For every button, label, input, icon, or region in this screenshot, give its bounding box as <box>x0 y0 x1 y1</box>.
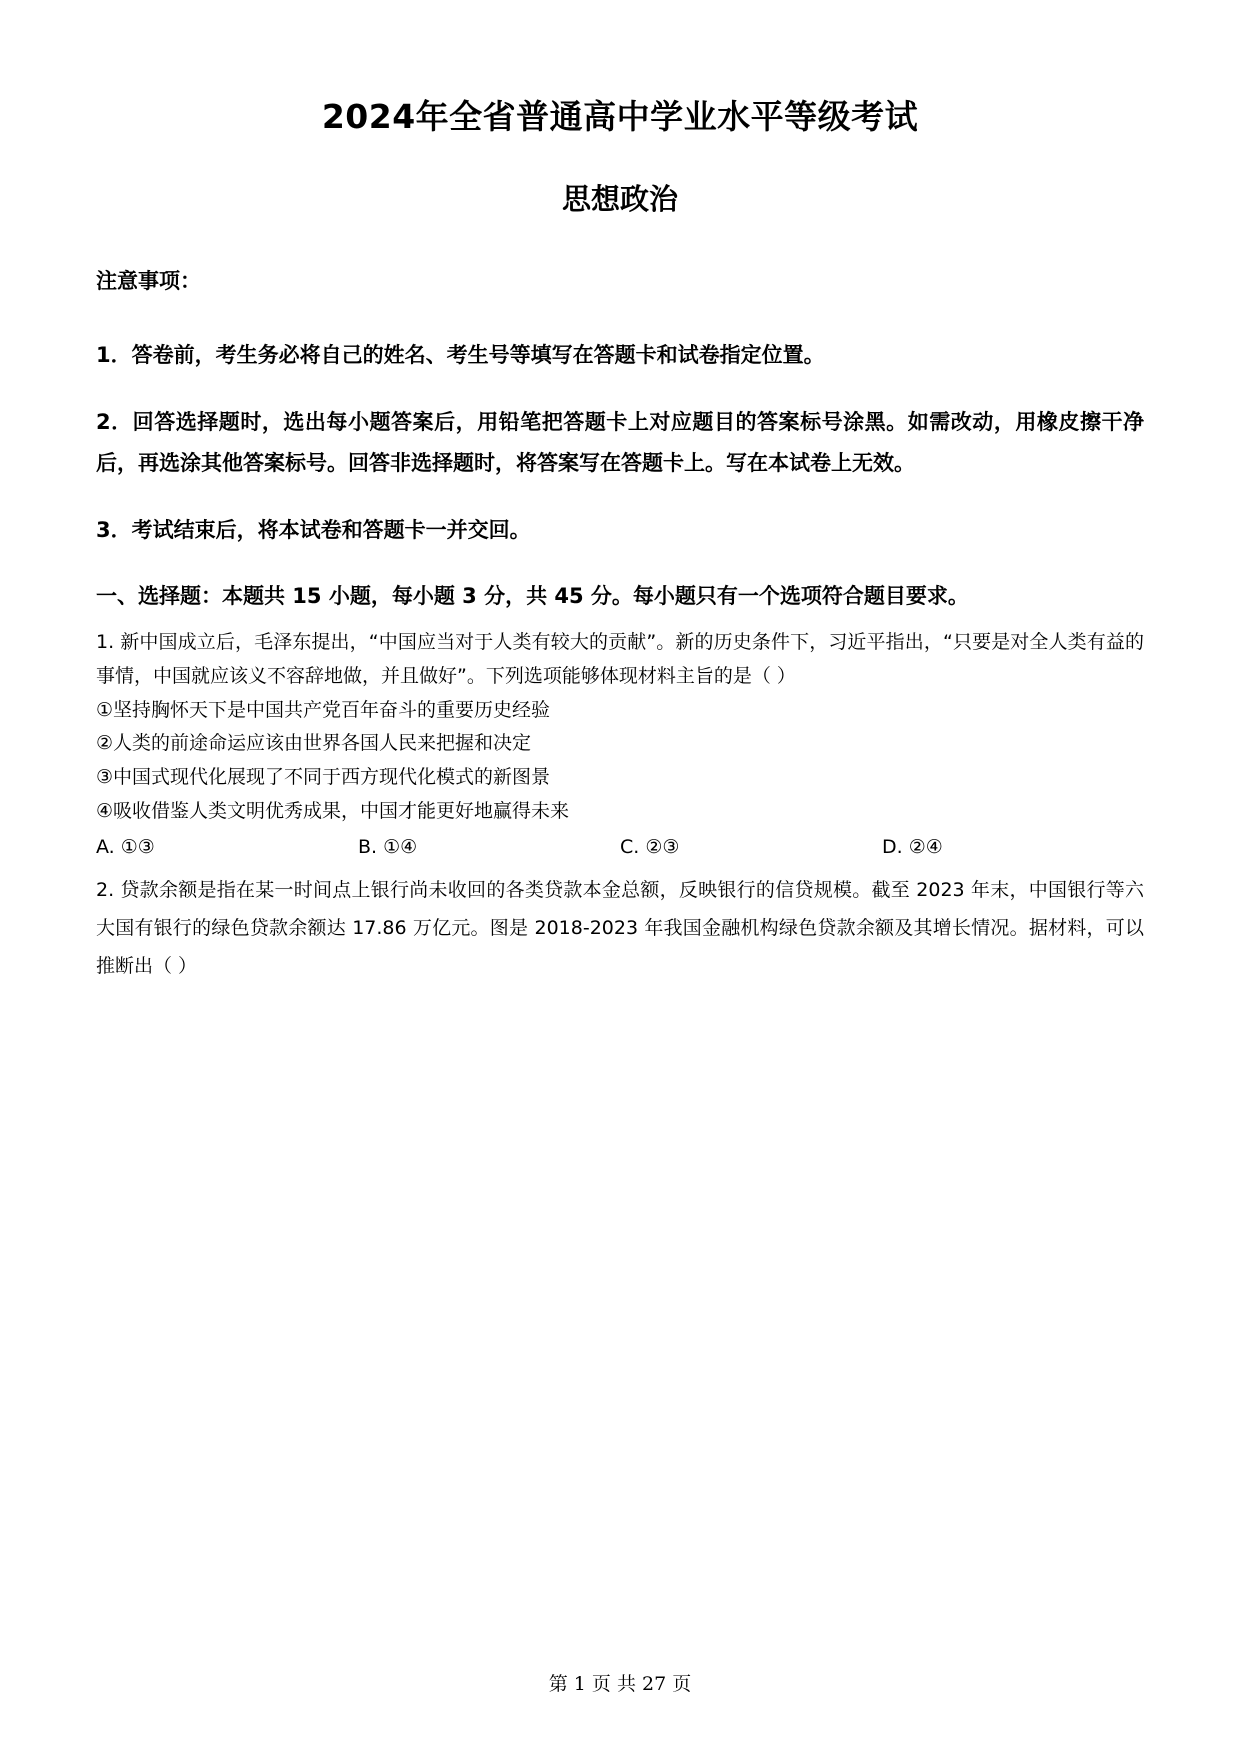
question-2 <box>96 871 1144 985</box>
question-1-choice-a[interactable]: A. ①③ <box>96 835 155 858</box>
question-1-choice-d[interactable]: D. ②④ <box>882 835 943 858</box>
question-1-stem: 1. 新中国成立后，毛泽东提出，“中国应当对于人类有较大的贡献”。新的历史条件下，习近平指出，“只要是对全人类有益的事情，中国就应该义不容辞地做，并且做好”。下列选项能够体现材料主旨的是（ ） <box>96 631 1144 687</box>
question-1-statement-4: ④吸收借鉴人类文明优秀成果，中国才能更好地赢得未来 <box>96 800 570 823</box>
page-subtitle: 思想政治 <box>561 182 678 217</box>
question-2-stem: 2. 贷款余额是指在某一时间点上银行尚未收回的各类贷款本金总额，反映银行的信贷规模。截至 2023 年末，中国银行等六大国有银行的绿色贷款余额达 17.86 万亿元。图是 2018-2023 年我国金融机构绿色贷款余额及其增长情况。据材料，可以推断出（ ） <box>96 878 1144 977</box>
question-1-choices <box>96 831 1144 865</box>
page-footer: 第 1 页 共 27 页 <box>548 1673 692 1696</box>
page-title: 2024年全省普通高中学业水平等级考试 <box>321 97 919 136</box>
page-content <box>96 0 1144 987</box>
notices-heading: 注意事项： <box>96 268 201 293</box>
question-1-choice-b[interactable]: B. ①④ <box>358 835 418 858</box>
question-1-choice-c[interactable]: C. ②③ <box>620 835 680 858</box>
notice-item-3: 3．考试结束后，将本试卷和答题卡一并交回。 <box>96 517 531 542</box>
question-1-statement-2: ②人类的前途命运应该由世界各国人民来把握和决定 <box>96 732 532 755</box>
notice-item-1: 1．答卷前，考生务必将自己的姓名、考生号等填写在答题卡和试卷指定位置。 <box>96 342 825 367</box>
notice-item-2: 2．回答选择题时，选出每小题答案后，用铅笔把答题卡上对应题目的答案标号涂黑。如需改动，用橡皮擦干净后，再选涂其他答案标号。回答非选择题时，将答案写在答题卡上。写在本试卷上无效。 <box>96 409 1144 475</box>
question-1-statement-3: ③中国式现代化展现了不同于西方现代化模式的新图景 <box>96 766 551 789</box>
question-1-statement-1: ①坚持胸怀天下是中国共产党百年奋斗的重要历史经验 <box>96 698 551 721</box>
section-one-heading: 一、选择题：本题共 15 小题，每小题 3 分，共 45 分。每小题只有一个选项符合题目要求。 <box>96 583 969 608</box>
question-1 <box>96 626 1144 865</box>
notices-section <box>96 268 1144 551</box>
